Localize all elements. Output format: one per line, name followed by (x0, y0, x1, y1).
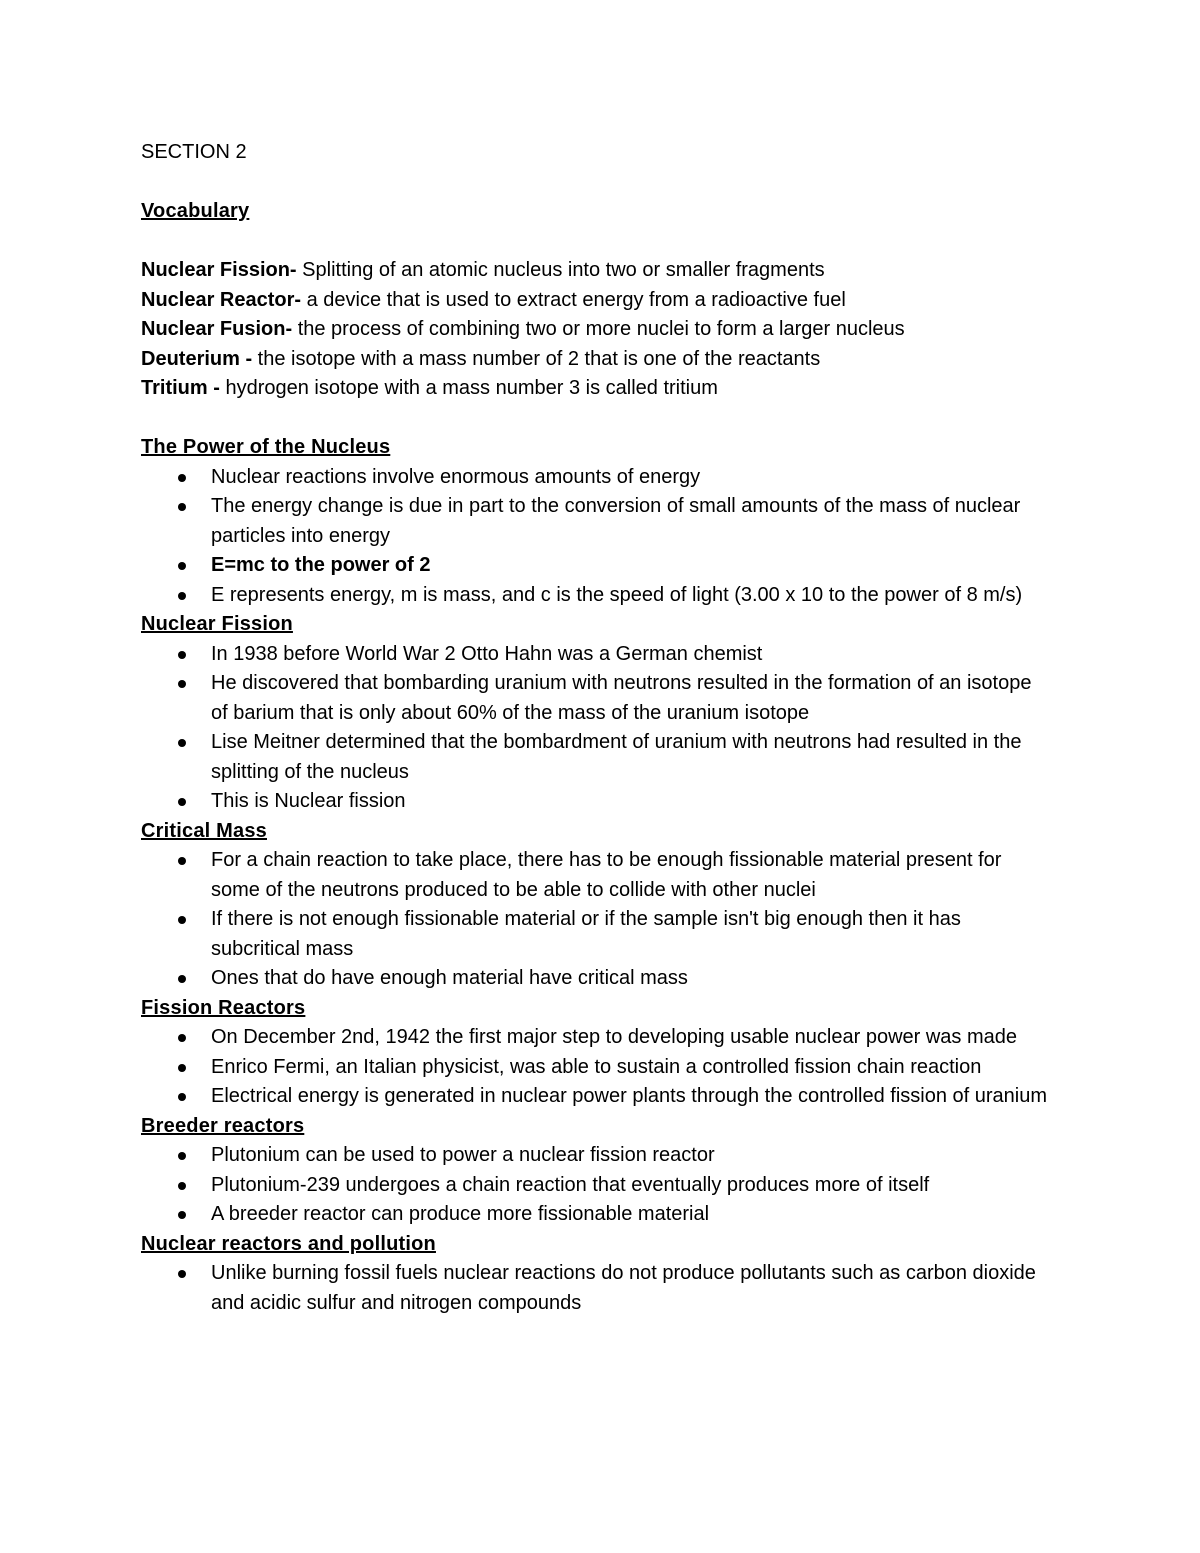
vocab-definition: hydrogen isotope with a mass number 3 is called tritium (219, 377, 718, 399)
list-item-text: Ones that do have enough material have critical mass (211, 967, 688, 989)
list-item (141, 463, 1051, 493)
bullet-dot-icon (178, 562, 186, 570)
vocab-entry (141, 315, 1051, 345)
section-heading: Nuclear Fission (141, 613, 293, 635)
list-item (141, 1171, 1051, 1201)
list-item (141, 581, 1051, 611)
vocab-definition: the isotope with a mass number of 2 that is one of the reactants (252, 347, 821, 370)
list-item-text: E=mc to the power of 2 (211, 554, 431, 576)
section-heading: Nuclear reactors and pollution (141, 1232, 436, 1255)
list-item-text: On December 2nd, 1942 the first major step to developing usable nuclear power was made (211, 1026, 1018, 1048)
list-item-text: Electrical energy is generated in nuclear power plants through the controlled fission of uranium (211, 1085, 1048, 1107)
list-item-text: Plutonium can be used to power a nuclear fission reactor (211, 1144, 715, 1166)
bullet-dot-icon (178, 798, 186, 806)
list-item (141, 492, 1051, 551)
list-item-text: Lise Meitner determined that the bombardment of uranium with neutrons had resulted in the splitting of the nucleus (211, 731, 1022, 783)
spacer (141, 168, 1051, 198)
list-item (141, 905, 1051, 964)
bullet-list (141, 1141, 1051, 1230)
list-item (141, 551, 1051, 581)
vocabulary-heading: Vocabulary (141, 200, 250, 222)
list-item-text: He discovered that bombarding uranium with neutrons resulted in the formation of an isotope of barium that is only about 60% of the mass of the uranium isotope (211, 672, 1032, 724)
bullet-dot-icon (178, 1211, 186, 1219)
list-item (141, 640, 1051, 670)
bullet-dot-icon (178, 1034, 186, 1042)
section-heading: The Power of the Nucleus (141, 436, 391, 458)
bullet-dot-icon (178, 1270, 186, 1278)
vocab-entry (141, 286, 1051, 316)
list-item-text: The energy change is due in part to the conversion of small amounts of the mass of nuclear particles into energy (211, 495, 1021, 547)
vocabulary-list (141, 256, 1051, 404)
list-item-text: Nuclear reactions involve enormous amounts of energy (211, 465, 701, 488)
list-item-text: This is Nuclear fission (211, 790, 406, 812)
list-item-text: Enrico Fermi, an Italian physicist, was able to sustain a controlled fission chain reaction (211, 1055, 982, 1078)
spacer (141, 227, 1051, 257)
list-item (141, 1053, 1051, 1083)
list-item (141, 964, 1051, 994)
vocab-term: Nuclear Fission- (141, 259, 297, 281)
list-item (141, 787, 1051, 817)
vocab-entry (141, 256, 1051, 286)
list-item (141, 1082, 1051, 1112)
section-heading: Breeder reactors (141, 1114, 305, 1137)
list-item-text: For a chain reaction to take place, there has to be enough fissionable material present for some of the neutrons produced to be able to collide with other nuclei (211, 849, 1002, 901)
vocab-term: Deuterium - (141, 347, 253, 370)
vocab-entry (141, 374, 1051, 404)
bullet-dot-icon (178, 739, 186, 747)
list-item (141, 669, 1051, 728)
list-item-text: A breeder reactor can produce more fissionable material (211, 1203, 710, 1225)
vocab-entry (141, 345, 1051, 375)
list-item (141, 1141, 1051, 1171)
bullet-dot-icon (178, 503, 186, 511)
bullet-dot-icon (178, 857, 186, 865)
bullet-list (141, 1023, 1051, 1112)
bullet-dot-icon (178, 592, 186, 600)
bullet-dot-icon (178, 1093, 186, 1101)
section-heading: Fission Reactors (141, 996, 306, 1019)
bullet-dot-icon (178, 1182, 186, 1190)
list-item (141, 1259, 1051, 1318)
bullet-dot-icon (178, 1152, 186, 1160)
list-item-text: If there is not enough fissionable material or if the sample isn't big enough then it has subcritical mass (211, 908, 961, 960)
vocab-term: Tritium - (141, 377, 220, 399)
vocab-term: Nuclear Fusion- (141, 318, 293, 340)
list-item (141, 728, 1051, 787)
vocab-definition: a device that is used to extract energy from a radioactive fuel (301, 288, 846, 311)
list-item-text: Unlike burning fossil fuels nuclear reactions do not produce pollutants such as carbon dioxide and acidic sulfur and nitrogen compounds (211, 1262, 1036, 1314)
bullet-dot-icon (178, 680, 186, 688)
vocab-definition: Splitting of an atomic nucleus into two or smaller fragments (296, 259, 825, 281)
bullet-dot-icon (178, 651, 186, 659)
list-item (141, 1023, 1051, 1053)
list-item-text: E represents energy, m is mass, and c is the speed of light (3.00 x 10 to the power of 8 m/s) (211, 583, 1023, 606)
list-item (141, 846, 1051, 905)
bullet-dot-icon (178, 1064, 186, 1072)
bullet-list (141, 1259, 1051, 1318)
list-item-text: In 1938 before World War 2 Otto Hahn was a German chemist (211, 642, 763, 665)
document-page (141, 138, 1051, 1318)
bullet-list (141, 846, 1051, 994)
list-item (141, 1200, 1051, 1230)
list-item-text: Plutonium-239 undergoes a chain reaction that eventually produces more of itself (211, 1173, 930, 1196)
bullet-dot-icon (178, 474, 186, 482)
page-title: SECTION 2 (141, 141, 247, 163)
bullet-list (141, 640, 1051, 817)
section-heading: Critical Mass (141, 819, 267, 842)
vocab-definition: the process of combining two or more nuclei to form a larger nucleus (292, 318, 905, 340)
vocab-term: Nuclear Reactor- (141, 288, 302, 311)
bullet-dot-icon (178, 916, 186, 924)
bullet-list (141, 463, 1051, 611)
bullet-dot-icon (178, 975, 186, 983)
spacer (141, 404, 1051, 434)
